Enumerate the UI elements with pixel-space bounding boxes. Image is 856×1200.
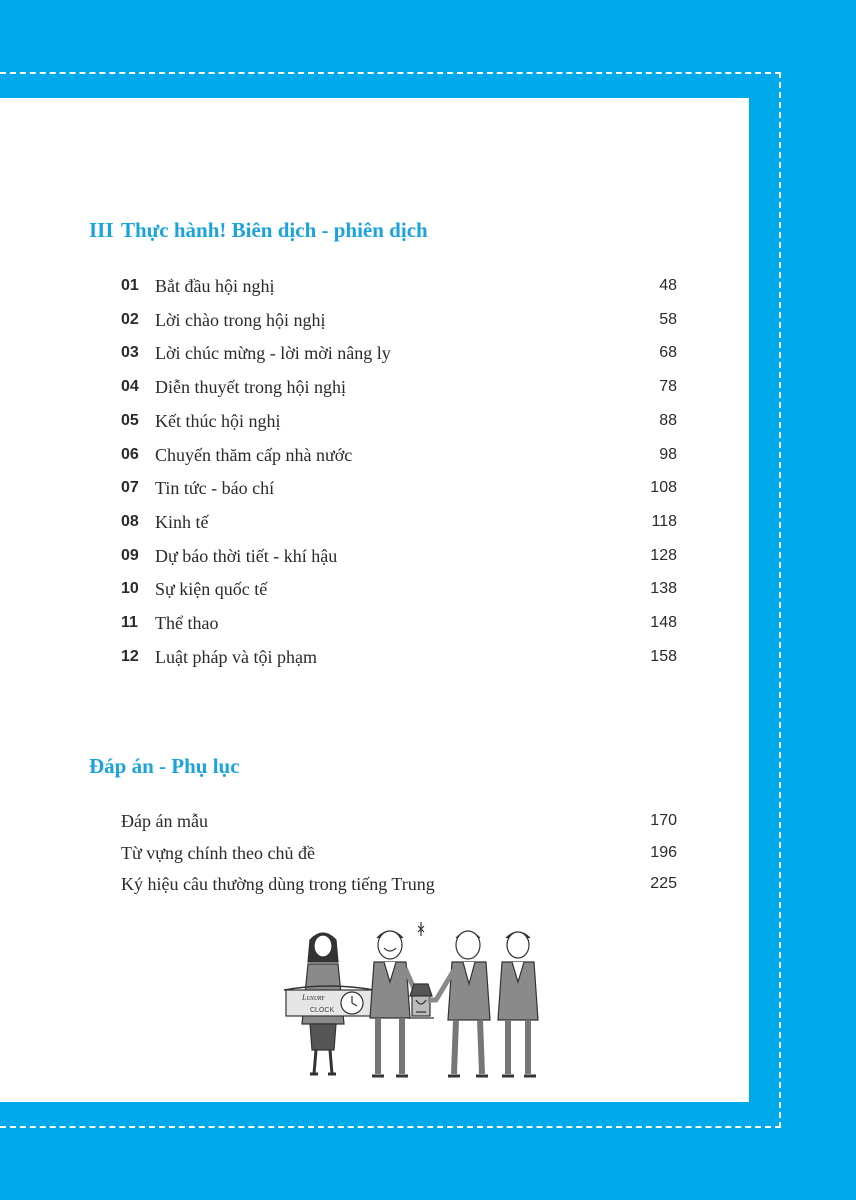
toc-entry-number: 01 xyxy=(121,277,139,294)
toc-entry-page: 78 xyxy=(659,378,677,396)
toc-entry[interactable] xyxy=(121,409,677,433)
toc-entry-number: 04 xyxy=(121,378,139,396)
toc-entry-page: 48 xyxy=(659,277,677,294)
toc-entry[interactable] xyxy=(121,510,677,534)
toc-entry-number: 02 xyxy=(121,310,139,328)
toc-entry-page: 158 xyxy=(650,647,677,665)
toc-entry-number: 10 xyxy=(121,580,139,598)
toc-entry-title: Từ vựng chính theo chủ đề xyxy=(121,842,315,863)
toc-entry[interactable] xyxy=(121,809,677,833)
toc-entry-number: 05 xyxy=(121,411,139,429)
toc-entry-number: 12 xyxy=(121,647,139,665)
toc-entry-page: 68 xyxy=(659,344,677,362)
toc-entry-title: Diễn thuyết trong hội nghị xyxy=(155,377,346,398)
toc-entry-title: Luật pháp và tội phạm xyxy=(155,646,317,667)
toc-entry-number: 07 xyxy=(121,479,139,497)
toc-entry-page: 148 xyxy=(650,614,677,631)
toc-entry[interactable] xyxy=(121,476,677,500)
business-people-illustration xyxy=(280,918,550,1088)
toc-entry[interactable] xyxy=(121,611,677,635)
older-man-figure xyxy=(428,931,490,1076)
toc-entry-title: Dự báo thời tiết - khí hậu xyxy=(155,545,338,566)
toc-entry-title: Sự kiện quốc tế xyxy=(155,579,268,600)
toc-entry-title: Kết thúc hội nghị xyxy=(155,410,281,431)
toc-entry-title: Kinh tế xyxy=(155,511,209,532)
toc-entry[interactable] xyxy=(121,341,677,365)
toc-entry-title: Chuyến thăm cấp nhà nước xyxy=(155,444,353,465)
toc-entry[interactable] xyxy=(121,577,677,601)
section-3-heading: Thực hành! Biên dịch - phiên dịch xyxy=(121,218,428,242)
toc-entry-title: Lời chào trong hội nghị xyxy=(155,309,326,330)
toc-entry-page: 98 xyxy=(659,445,677,463)
toc-entry-page: 170 xyxy=(650,812,677,829)
section-3-number: III xyxy=(89,218,114,242)
toc-entry-page: 108 xyxy=(650,479,677,497)
toc-entry-number: 09 xyxy=(121,546,139,564)
toc-entry[interactable] xyxy=(121,308,677,332)
toc-entry-number: 08 xyxy=(121,512,139,530)
toc-entry-title: Bắt đầu hội nghị xyxy=(155,276,275,296)
toc-entry-page: 58 xyxy=(659,310,677,328)
toc-entry-number: 03 xyxy=(121,344,139,362)
toc-entry-page: 128 xyxy=(650,546,677,564)
toc-entry[interactable] xyxy=(121,872,677,896)
toc-entry[interactable] xyxy=(121,375,677,399)
top-dashed-border xyxy=(0,72,781,74)
toc-entry-title: Ký hiệu câu thường dùng trong tiếng Trung xyxy=(121,874,435,894)
toc-entry-title: Tin tức - báo chí xyxy=(155,478,275,499)
toc-entry[interactable] xyxy=(121,841,677,865)
toc-entry-page: 196 xyxy=(650,843,677,861)
toc-entry-page: 118 xyxy=(651,512,677,530)
right-dashed-border xyxy=(779,72,781,1128)
toc-entry[interactable] xyxy=(121,443,677,467)
toc-entry[interactable] xyxy=(121,274,677,298)
clock-gift-icon xyxy=(284,986,374,1016)
toc-entry-title: Đáp án mẫu xyxy=(121,811,208,831)
toc-entry-title: Thể thao xyxy=(155,613,219,633)
toc-entry[interactable] xyxy=(121,645,677,669)
toc-entry-page: 225 xyxy=(650,875,677,892)
clock-label: CLOCK xyxy=(310,1007,335,1014)
toc-entry-page: 138 xyxy=(650,580,677,598)
young-man-figure xyxy=(498,932,538,1076)
bottom-dashed-border xyxy=(0,1126,781,1128)
toc-entry[interactable] xyxy=(121,544,677,568)
gift-label: Lᴜxᴜʀʏ xyxy=(302,993,325,1002)
appendix-title: Đáp án - Phụ lục xyxy=(89,754,240,778)
toc-entry-number: 11 xyxy=(121,614,138,631)
toc-entry-number: 06 xyxy=(121,445,139,463)
section-3-title xyxy=(89,218,428,243)
toc-entry-page: 88 xyxy=(659,411,677,429)
toc-entry-title: Lời chúc mừng - lời mời nâng ly xyxy=(155,343,391,364)
